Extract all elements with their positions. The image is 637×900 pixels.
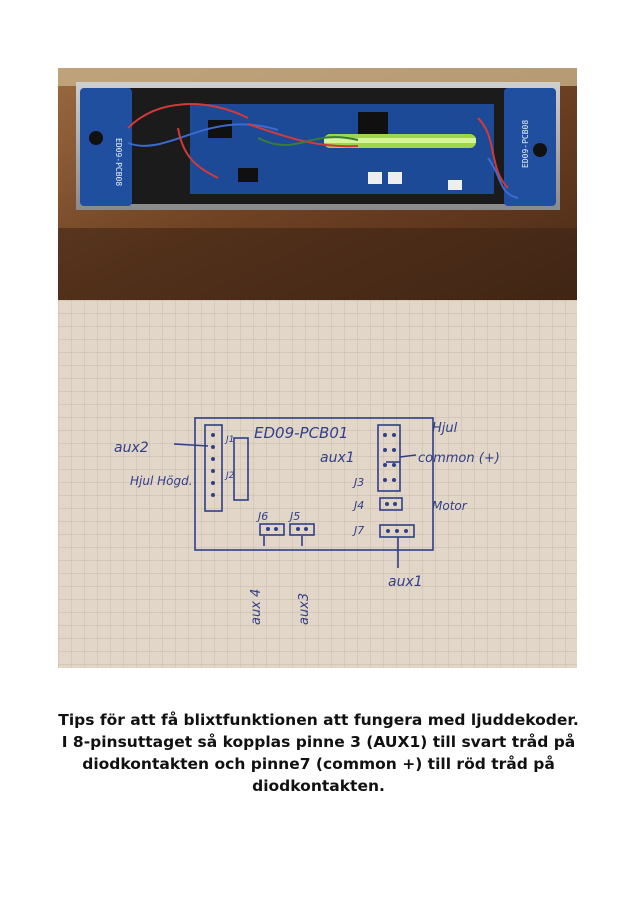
sketch-label-aux2: aux2 (114, 440, 149, 456)
sketch-label-j1: J1 (226, 435, 235, 445)
sketch-label-aux1-top: aux1 (320, 450, 355, 466)
pcb-silkscreen-right: ED09-PCB08 (521, 119, 530, 168)
sketch-label-aux3: aux3 (297, 592, 312, 625)
caption-line-1: Tips för att få blixtfunktionen att fungera med ljuddekoder. (58, 711, 579, 729)
sketch-label-aux1-bottom: aux1 (388, 574, 423, 590)
caption-line-3: diodkontakten och pinne7 (common +) till röd tråd på (82, 755, 555, 773)
caption-line-2: I 8-pinsuttaget så kopplas pinne 3 (AUX1) till svart tråd på (61, 733, 576, 751)
sketch-label-hjul: Hjul (432, 421, 458, 436)
sketch-label-common: common (+) (418, 451, 500, 466)
sketch-label-j2: J2 (226, 471, 235, 481)
pcb-silkscreen-left: ED09-PCB08 (114, 138, 123, 187)
sketch-label-j7: J7 (354, 524, 365, 537)
sketch-label-j4: J4 (354, 499, 365, 512)
left-end-board (80, 88, 132, 206)
caption (20, 709, 617, 797)
sketch-label-j3: J3 (354, 476, 365, 489)
sketch-label-j6: J6 (258, 510, 269, 523)
sketch-board-title: ED09-PCB01 (254, 424, 349, 442)
sketch-label-hjul-hogd: Hjul Högd. (130, 474, 193, 488)
figure (58, 68, 577, 668)
sketch-label-aux4: aux 4 (249, 588, 264, 625)
decoder-photo (58, 68, 577, 300)
caption-line-4: diodkontakten. (252, 777, 385, 795)
right-end-board (504, 88, 556, 206)
sketch-label-motor: Motor (432, 499, 467, 513)
sketch-photo (58, 300, 577, 668)
sketch-label-j5: J5 (290, 510, 301, 523)
